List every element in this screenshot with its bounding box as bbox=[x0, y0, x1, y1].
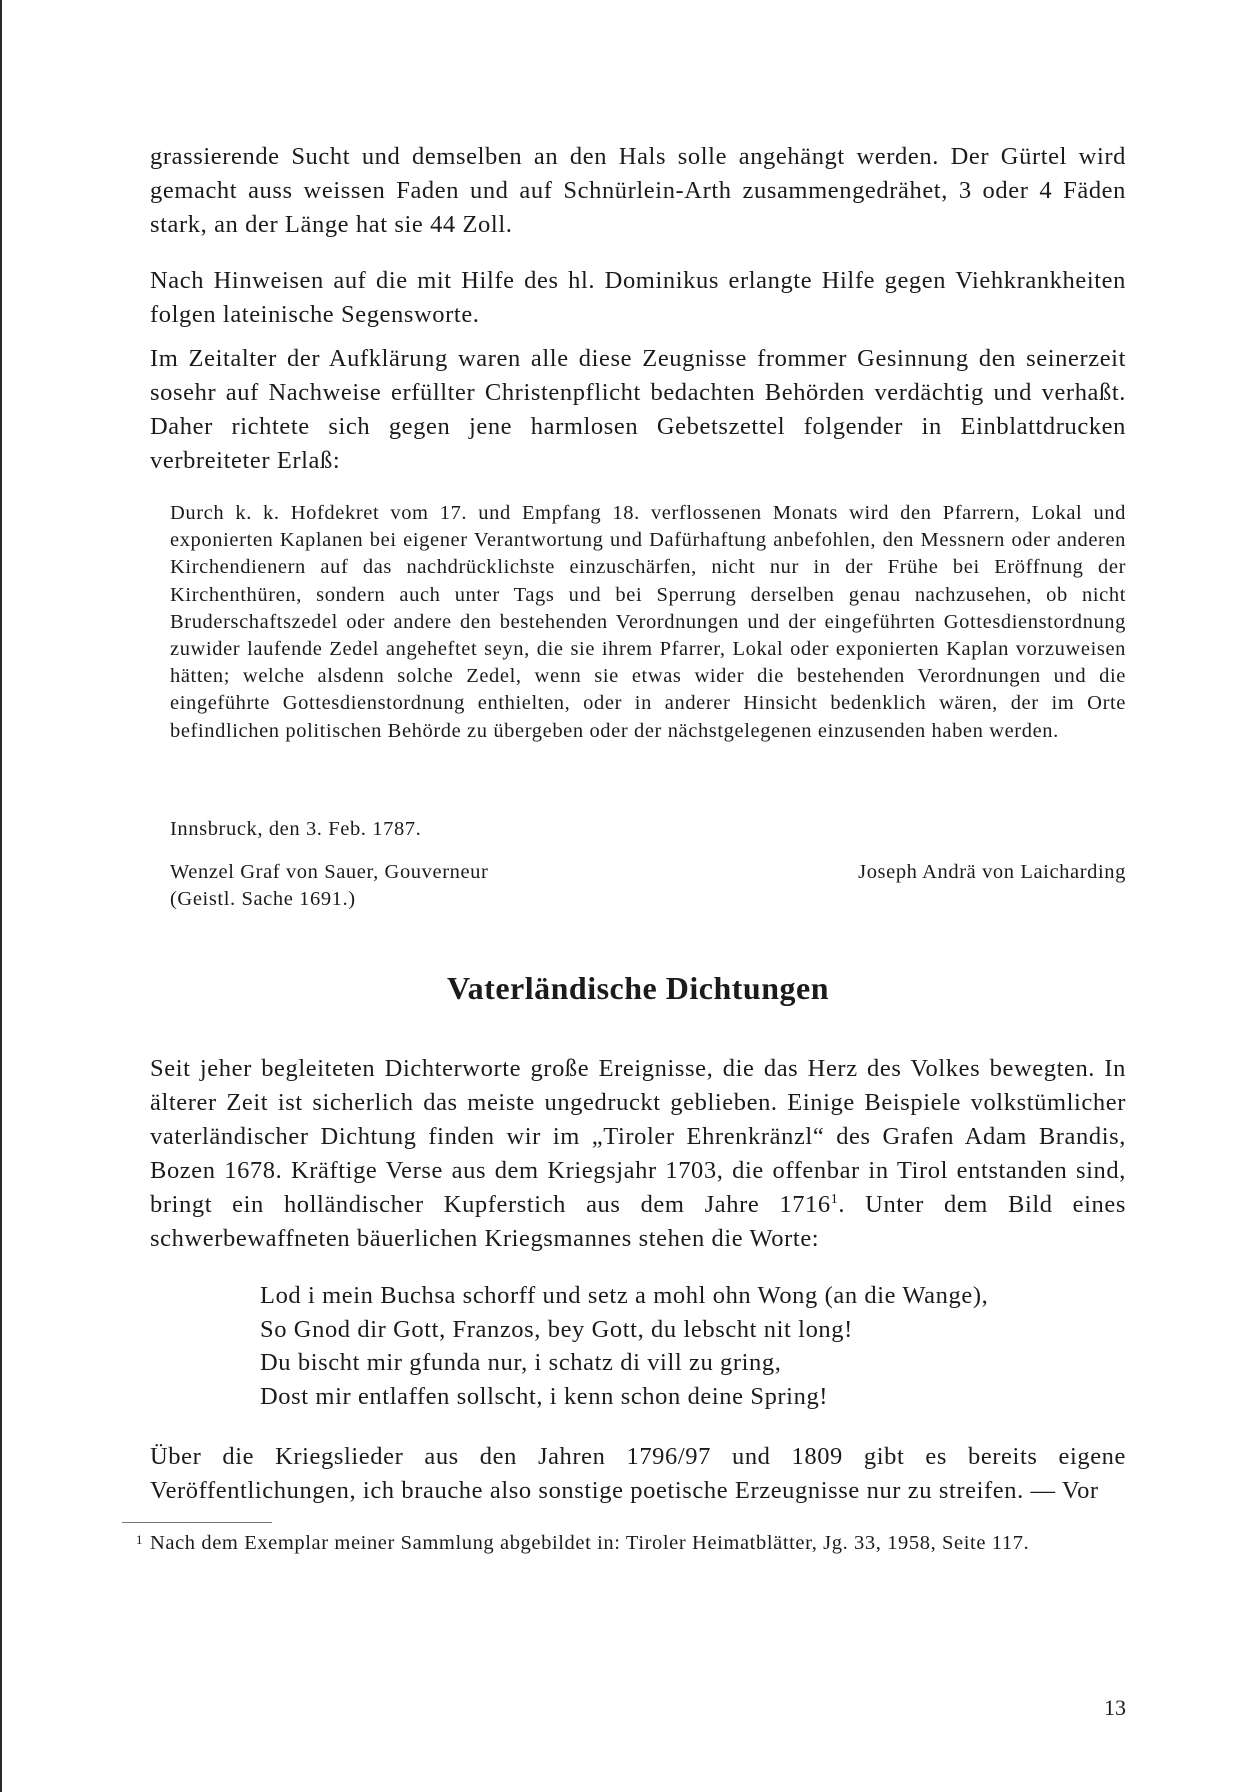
section-paragraph-1-text-end: . Unter dem Bild eines schwerbewaffneten bäuerlichen Kriegsmannes stehen die Worte: bbox=[150, 1191, 1126, 1252]
decree-signer-right: Joseph Andrä von Laicharding bbox=[858, 861, 1126, 883]
verse-line: So Gnod dir Gott, Franzos, bey Gott, du lebscht nit long! bbox=[260, 1315, 853, 1343]
decree-signer-left-2: (Geistl. Sache 1691.) bbox=[170, 888, 356, 910]
section-paragraph-1-text: Seit jeher begleiteten Dichterworte große Ereignisse, die das Herz des Volkes bewegten. In älterer Zeit ist sicherlich das meiste ungedruckt geblieben. Einige Beispiele volkstümlicher vaterländischer Dichtung finden wir im „Tiroler Ehrenkränzl“ des Grafen Adam Brandis, Bozen 1678. Kräftige Verse aus dem Kriegsjahr 1703, die offenbar in Tirol entstanden sind, bringt ein holländischer Kupferstich aus dem Jahre 1716 bbox=[150, 1055, 1126, 1218]
footnote-divider bbox=[122, 1522, 272, 1523]
section-paragraph-2: Über die Kriegslieder aus den Jahren 1796/97 und 1809 gibt es bereits eigene Veröffentlichungen, ich brauche also sonstige poetische Erzeugnisse nur zu streifen. — Vor bbox=[150, 1443, 1126, 1504]
paragraph-2: Nach Hinweisen auf die mit Hilfe des hl. Dominikus erlangte Hilfe gegen Viehkrankheiten folgen lateinische Segensworte. bbox=[150, 267, 1126, 328]
paragraph-1: grassierende Sucht und demselben an den Hals solle angehängt werden. Der Gürtel wird gemacht auss weissen Faden und auf Schnürlein-Arth zusammengedrähet, 3 oder 4 Fäden stark, an der Länge hat sie 44 Zoll. bbox=[150, 143, 1126, 238]
section-paragraph-1 bbox=[150, 1052, 1126, 1256]
verse-line: Du bischt mir gfunda nur, i schatz di vill zu gring, bbox=[260, 1349, 782, 1376]
page-edge-line bbox=[0, 0, 2, 1792]
footnote-text: Nach dem Exemplar meiner Sammlung abgebildet in: Tiroler Heimatblätter, Jg. 33, 1958, Seite 117. bbox=[150, 1532, 1030, 1554]
decree-signer-left-1: Wenzel Graf von Sauer, Gouverneur bbox=[170, 861, 489, 883]
decree-text: Durch k. k. Hofdekret vom 17. und Empfang 18. verflossenen Monats wird den Pfarrern, Lokal und exponierten Kaplanen bei eigener Verantwortung und Dafürhaftung anbefohlen, den Messnern oder anderen Kirchendienern auf das nachdrücklichste einzuschärfen, nicht nur in der Frühe bei Eröffnung der Kirchenthüren, sondern auch unter Tags und bei Sperrung derselben genau nachzusehen, ob nicht Bruderschaftszedel oder andere den bestehenden Verordnungen und der eingeführten Gottesdienstordnung zuwider laufende Zedel angeheftet seyn, die sie ihrem Pfarrer, Lokal oder exponierten Kaplan vorzuweisen hätten; welche alsdenn solche Zedel, wenn sie etwas wider die bestehenden Verordnungen und die eingeführte Gottesdienstordnung enthielten, oder in anderer Hinsicht bedenklich wären, der im Orte befindlichen politischen Behörde zu übergeben oder der nächstgelegenen einzusenden haben werden. bbox=[170, 502, 1126, 742]
verse-line: Dost mir entlaffen sollscht, i kenn schon deine Spring! bbox=[260, 1382, 829, 1410]
page-number: 13 bbox=[1104, 1695, 1126, 1720]
paragraph-3: Im Zeitalter der Aufklärung waren alle diese Zeugnisse frommer Gesinnung den seinerzeit sosehr auf Nachweise erfüllter Christenpflicht bedachten Behörden verdächtig und verhaßt. Daher richtete sich gegen jene harmlosen Gebetszettel folgender in Einblattdrucken verbreiteter Erlaß: bbox=[150, 345, 1126, 474]
section-heading: Vaterländische Dichtungen bbox=[446, 970, 829, 1006]
footnote-reference: 1 bbox=[830, 1191, 839, 1207]
decree-place-date: Innsbruck, den 3. Feb. 1787. bbox=[170, 818, 422, 840]
footnote bbox=[136, 1530, 1126, 1558]
footnote-mark: 1 bbox=[136, 1532, 144, 1547]
verse-block bbox=[260, 1279, 1160, 1413]
verse-line: Lod i mein Buchsa schorff und setz a mohl ohn Wong (an die Wange), bbox=[260, 1282, 989, 1309]
